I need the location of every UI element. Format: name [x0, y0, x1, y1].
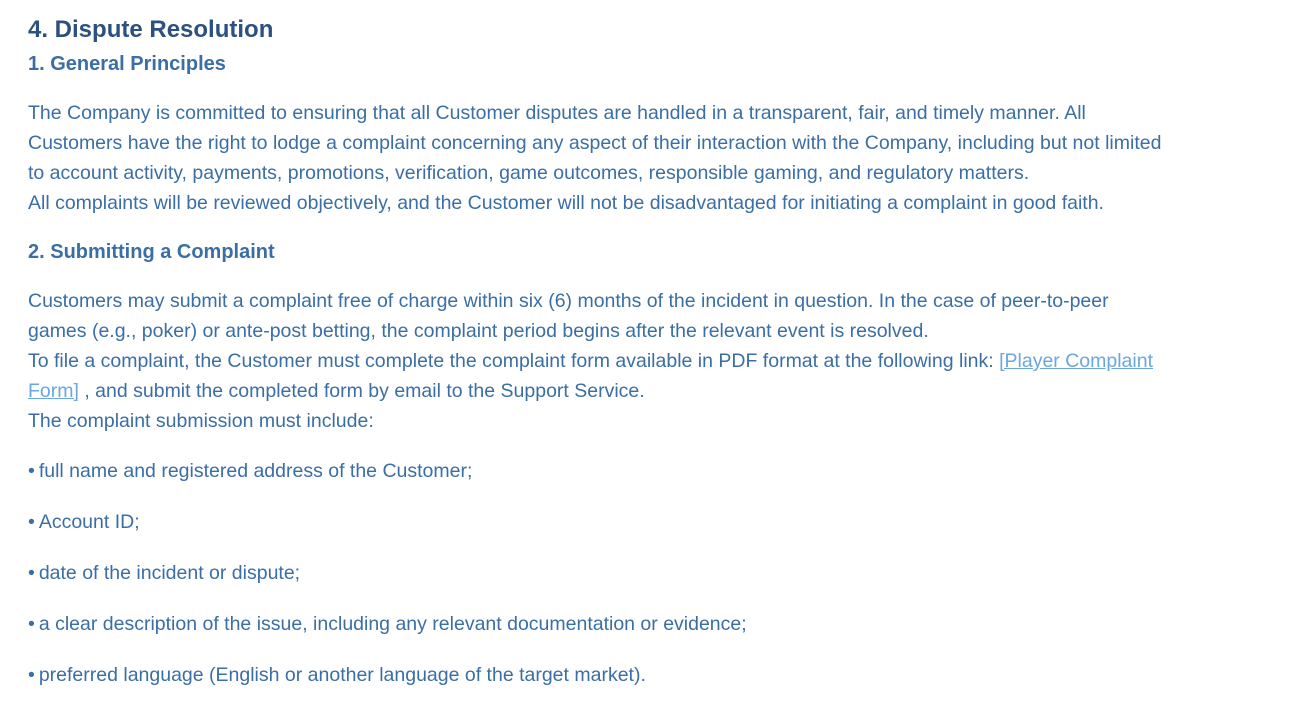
list-item-text: date of the incident or dispute;: [38, 562, 301, 584]
submitting-complaint-paragraph: [28, 286, 1280, 436]
paragraph-line-with-link: [28, 376, 1280, 406]
paragraph-line: The complaint submission must include:: [28, 410, 374, 432]
paragraph-line-with-link: [28, 346, 1280, 376]
list-item: [28, 660, 1280, 690]
bullet-icon: •: [28, 562, 35, 584]
general-principles-paragraph: [28, 98, 1280, 218]
player-complaint-form-link[interactable]: [Player Complaint: [999, 350, 1153, 372]
complaint-requirements-list: [28, 456, 1280, 690]
general-principles-heading: 1. General Principles: [28, 53, 226, 75]
list-item: [28, 558, 1280, 588]
list-item-text: preferred language (English or another language of the target market).: [38, 664, 646, 686]
list-item-text: full name and registered address of the Customer;: [38, 460, 473, 482]
paragraph-line: The Company is committed to ensuring that all Customer disputes are handled in a transparent, fair, and timely manner. All: [28, 102, 1086, 124]
player-complaint-form-link-continued[interactable]: Form]: [28, 380, 79, 402]
paragraph-line: All complaints will be reviewed objectively, and the Customer will not be disadvantaged for initiating a complaint in good faith.: [28, 192, 1104, 214]
bullet-icon: •: [28, 613, 35, 635]
list-item: [28, 456, 1280, 486]
list-item-text: Account ID;: [38, 511, 140, 533]
paragraph-text: , and submit the completed form by email to the Support Service.: [78, 380, 645, 402]
list-item: [28, 507, 1280, 537]
paragraph-line: Customers have the right to lodge a complaint concerning any aspect of their interaction with the Company, including but not limited: [28, 132, 1162, 154]
paragraph-line: Customers may submit a complaint free of charge within six (6) months of the incident in question. In the case of peer-to-peer: [28, 290, 1109, 312]
list-item-text: a clear description of the issue, including any relevant documentation or evidence;: [38, 613, 747, 635]
bullet-icon: •: [28, 511, 35, 533]
submitting-complaint-heading: 2. Submitting a Complaint: [28, 241, 275, 263]
paragraph-text: To file a complaint, the Customer must complete the complaint form available in PDF format at the following link:: [28, 350, 1000, 372]
bullet-icon: •: [28, 460, 35, 482]
list-item: [28, 609, 1280, 639]
paragraph-line: to account activity, payments, promotions, verification, game outcomes, responsible gaming, and regulatory matters.: [28, 162, 1030, 184]
paragraph-line: games (e.g., poker) or ante-post betting, the complaint period begins after the relevant event is resolved.: [28, 320, 929, 342]
bullet-icon: •: [28, 664, 35, 686]
section-title: 4. Dispute Resolution: [28, 16, 274, 43]
